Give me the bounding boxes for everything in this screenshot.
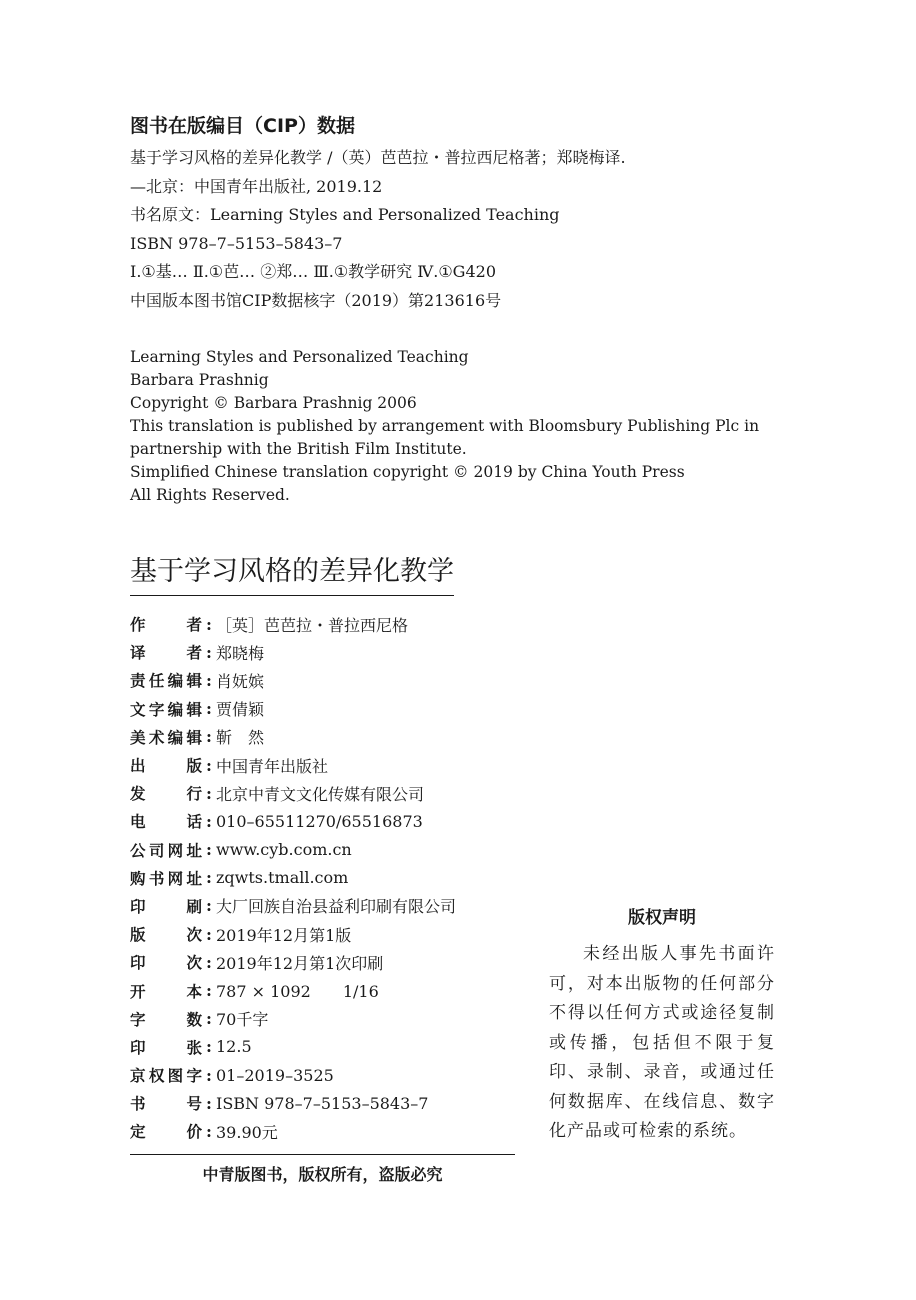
detail-colon: : xyxy=(206,783,212,803)
detail-label-char: 者 xyxy=(186,616,202,635)
detail-row xyxy=(130,695,515,723)
detail-label xyxy=(130,782,202,804)
detail-label-char: 数 xyxy=(186,1010,202,1029)
detail-label xyxy=(130,726,202,748)
detail-label xyxy=(130,754,202,776)
detail-label-char: 版 xyxy=(186,757,202,776)
detail-row xyxy=(130,666,515,694)
detail-row xyxy=(130,1089,515,1117)
english-line: Barbara Prashnig xyxy=(130,371,269,389)
detail-label-char: 文 xyxy=(130,700,146,719)
detail-label-char: 权 xyxy=(148,1067,165,1086)
detail-value: 787 × 1092 1/16 xyxy=(216,982,379,1002)
detail-label-char: 辑 xyxy=(186,700,202,719)
detail-label-char: 京 xyxy=(130,1067,146,1086)
detail-label xyxy=(130,1036,202,1058)
detail-colon: : xyxy=(206,642,212,662)
detail-label xyxy=(130,980,202,1002)
detail-label-char: 书 xyxy=(130,1095,146,1114)
detail-label-char: 行 xyxy=(186,785,202,804)
detail-value: 中国青年出版社 xyxy=(216,756,329,776)
detail-colon: : xyxy=(206,1121,212,1141)
detail-label xyxy=(130,698,202,720)
detail-row xyxy=(130,920,515,948)
detail-label-char: 张 xyxy=(186,1038,202,1057)
detail-label-char: 定 xyxy=(130,1123,146,1142)
english-line: Learning Styles and Personalized Teaching xyxy=(130,348,469,366)
detail-label-char: 印 xyxy=(130,897,146,916)
detail-colon: : xyxy=(206,896,212,916)
detail-value: 2019年12月第1次印刷 xyxy=(216,953,384,973)
copyright-notice xyxy=(549,904,775,1147)
english-line: All Rights Reserved. xyxy=(130,486,290,504)
detail-row xyxy=(130,864,515,892)
detail-label-char: 开 xyxy=(130,982,146,1001)
detail-value: 贾倩颖 xyxy=(216,700,265,720)
detail-row xyxy=(130,610,515,638)
cip-line: —北京：中国青年出版社, 2019.12 xyxy=(130,176,383,196)
detail-label-char: 编 xyxy=(167,700,184,719)
detail-colon: : xyxy=(206,755,212,775)
english-copyright-block xyxy=(130,346,760,507)
detail-label xyxy=(130,923,202,945)
detail-label xyxy=(130,669,202,691)
detail-label xyxy=(130,867,202,889)
detail-label-char: 责 xyxy=(130,672,146,691)
detail-colon: : xyxy=(206,1009,212,1029)
detail-value: ［英］芭芭拉・普拉西尼格 xyxy=(216,615,409,635)
detail-value: 肖妩嫔 xyxy=(216,671,265,691)
detail-label-char: 编 xyxy=(167,728,184,747)
detail-label-char: 网 xyxy=(167,869,184,888)
detail-label xyxy=(130,895,202,917)
detail-label-char: 网 xyxy=(167,841,184,860)
detail-label-char: 话 xyxy=(186,813,202,832)
english-line: This translation is published by arrangement with Bloomsbury Publishing Plc in xyxy=(130,417,760,435)
detail-label xyxy=(130,839,202,861)
detail-label-char: 刷 xyxy=(186,897,202,916)
detail-label xyxy=(130,951,202,973)
detail-label-char: 价 xyxy=(186,1123,202,1142)
detail-label-char: 次 xyxy=(186,954,202,973)
detail-colon: : xyxy=(206,1065,212,1085)
detail-row xyxy=(130,751,515,779)
detail-label-char: 者 xyxy=(186,644,202,663)
detail-row xyxy=(130,892,515,920)
detail-row xyxy=(130,948,515,976)
detail-label-char: 版 xyxy=(130,926,146,945)
detail-label-char: 字 xyxy=(130,1010,146,1029)
detail-label-char: 美 xyxy=(130,728,146,747)
english-line: partnership with the British Film Institute. xyxy=(130,440,467,458)
cip-title: 图书在版编目（CIP）数据 xyxy=(130,115,355,137)
detail-row xyxy=(130,723,515,751)
detail-value: ISBN 978–7–5153–5843–7 xyxy=(216,1093,429,1113)
detail-label xyxy=(130,1008,202,1030)
detail-label-char: 作 xyxy=(130,616,146,635)
cip-line: Ⅰ.①基… Ⅱ.①芭… ②郑… Ⅲ.①教学研究 Ⅳ.①G420 xyxy=(130,262,496,282)
english-line: Copyright © Barbara Prashnig 2006 xyxy=(130,394,417,412)
detail-label xyxy=(130,1092,202,1114)
detail-label xyxy=(130,810,202,832)
detail-label-char: 字 xyxy=(186,1067,202,1086)
detail-row xyxy=(130,1061,515,1089)
divider xyxy=(130,1154,515,1155)
detail-row xyxy=(130,976,515,1004)
detail-label-char: 次 xyxy=(186,926,202,945)
detail-label xyxy=(130,641,202,663)
detail-value: 北京中青文文化传媒有限公司 xyxy=(216,784,425,804)
detail-row xyxy=(130,807,515,835)
detail-label-char: 编 xyxy=(167,672,184,691)
notice-title: 版权声明 xyxy=(628,908,696,928)
detail-colon: : xyxy=(206,811,212,831)
detail-label xyxy=(130,1120,202,1142)
detail-colon: : xyxy=(206,670,212,690)
detail-label-char: 图 xyxy=(167,1067,184,1086)
detail-colon: : xyxy=(206,840,212,860)
detail-label xyxy=(130,1064,202,1086)
detail-row xyxy=(130,836,515,864)
detail-label-char: 电 xyxy=(130,813,146,832)
cip-line: 中国版本图书馆CIP数据核字（2019）第213616号 xyxy=(130,290,502,310)
detail-row xyxy=(130,779,515,807)
detail-colon: : xyxy=(206,614,212,634)
detail-label xyxy=(130,613,202,635)
detail-label-char: 出 xyxy=(130,757,146,776)
detail-label-char: 司 xyxy=(148,841,165,860)
detail-label-char: 号 xyxy=(186,1095,202,1114)
detail-value: www.cyb.com.cn xyxy=(216,840,352,860)
detail-value: 70千字 xyxy=(216,1010,269,1030)
detail-label-char: 购 xyxy=(130,869,146,888)
detail-colon: : xyxy=(206,924,212,944)
detail-label-char: 发 xyxy=(130,785,146,804)
detail-value: 010–65511270/65516873 xyxy=(216,811,423,831)
notice-body: 未经出版人事先书面许可，对本出版物的任何部分不得以任何方式或途径复制或传播，包括但不限于复印、录制、录音，或通过任何数据库、在线信息、数字化产品或可检索的系统。 xyxy=(549,944,775,1141)
english-line: Simplified Chinese translation copyright © 2019 by China Youth Press xyxy=(130,463,685,481)
detail-value: 39.90元 xyxy=(216,1122,278,1142)
detail-label-char: 址 xyxy=(186,869,202,888)
book-title: 基于学习风格的差异化教学 xyxy=(130,552,454,596)
detail-label-char: 印 xyxy=(130,954,146,973)
detail-label-char: 任 xyxy=(148,672,165,691)
detail-label-char: 术 xyxy=(148,728,165,747)
detail-colon: : xyxy=(206,1093,212,1113)
cip-line: 书名原文：Learning Styles and Personalized Teaching xyxy=(130,205,560,225)
detail-colon: : xyxy=(206,981,212,1001)
detail-label-char: 印 xyxy=(130,1038,146,1057)
detail-value: 靳 然 xyxy=(216,728,265,748)
copyright-slogan: 中青版图书，版权所有，盗版必究 xyxy=(202,1165,443,1184)
detail-label-char: 书 xyxy=(148,869,165,888)
detail-row xyxy=(130,1005,515,1033)
detail-value: 2019年12月第1版 xyxy=(216,925,352,945)
detail-value: 大厂回族自治县益利印刷有限公司 xyxy=(216,897,457,917)
detail-label-char: 公 xyxy=(130,841,146,860)
cip-data-block xyxy=(130,112,750,316)
detail-label-char: 辑 xyxy=(186,672,202,691)
cip-line: ISBN 978–7–5153–5843–7 xyxy=(130,233,343,253)
detail-label-char: 辑 xyxy=(186,728,202,747)
detail-colon: : xyxy=(206,952,212,972)
detail-row xyxy=(130,1117,515,1145)
detail-row xyxy=(130,638,515,666)
cip-line: 基于学习风格的差异化教学 /（英）芭芭拉・普拉西尼格著；郑晓梅译. xyxy=(130,148,626,167)
detail-label-char: 本 xyxy=(186,982,202,1001)
detail-label-char: 译 xyxy=(130,644,146,663)
publication-details xyxy=(130,610,515,1146)
detail-row xyxy=(130,1033,515,1061)
detail-value: 12.5 xyxy=(216,1037,252,1057)
detail-value: 01–2019–3525 xyxy=(216,1065,334,1085)
detail-value: zqwts.tmall.com xyxy=(216,868,349,888)
detail-value: 郑晓梅 xyxy=(216,643,265,663)
detail-colon: : xyxy=(206,699,212,719)
detail-colon: : xyxy=(206,727,212,747)
detail-label-char: 字 xyxy=(148,700,165,719)
detail-colon: : xyxy=(206,1037,212,1057)
detail-colon: : xyxy=(206,868,212,888)
detail-label-char: 址 xyxy=(186,841,202,860)
